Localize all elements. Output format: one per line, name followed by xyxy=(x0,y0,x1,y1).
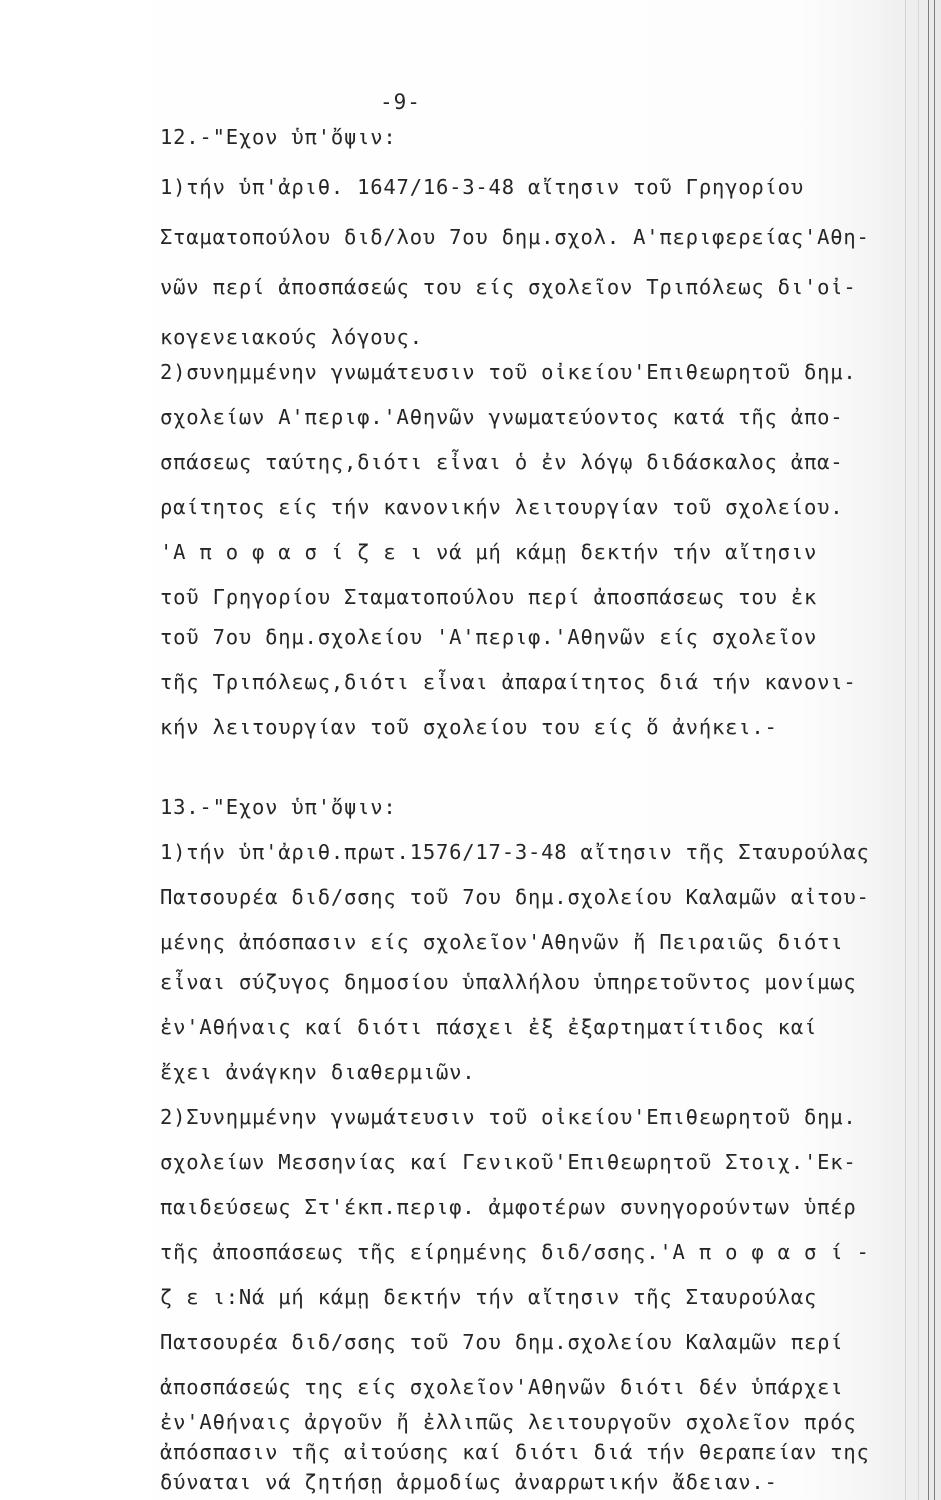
item-13-heading: 13.-"Εχον ὑπ'ὄψιν: xyxy=(160,795,397,819)
page-edge-shadow xyxy=(905,0,906,1500)
text-line: τοῦ 7ου δημ.σχολείου 'Α'περιφ.'Αθηνῶν είς σχολεῖον xyxy=(160,625,818,649)
page-number: -9- xyxy=(380,90,421,114)
decision-line: τῆς ἀποσπάσεως τῆς είρημένης διδ/σσης.'Α π ο φ α σ ί - xyxy=(160,1240,870,1264)
page-edge-line xyxy=(934,0,935,1500)
text-line: ἀποσπάσεώς της είς σχολεῖον'Αθηνῶν διότι δέν ὑπάρχει xyxy=(160,1375,844,1399)
page-edge-shadow xyxy=(918,0,919,1500)
text-line: 2)συνημμένην γνωμάτευσιν τοῦ οἰκείου'Επιθεωρητοῦ δημ. xyxy=(160,360,857,384)
text-line: 2)Συνημμένην γνωμάτευσιν τοῦ οἰκείου'Επιθεωρητοῦ δημ. xyxy=(160,1105,857,1129)
text-line: εἶναι σύζυγος δημοσίου ὑπαλλήλου ὑπηρετοῦντος μονίμως xyxy=(160,970,857,994)
text-line: κογενειακούς λόγους. xyxy=(160,325,423,349)
text-line: τοῦ Γρηγορίου Σταματοπούλου περί ἀποσπάσεως του ἐκ xyxy=(160,585,818,609)
item-12-heading: 12.-"Εχον ὑπ'ὄψιν: xyxy=(160,125,397,149)
text-line: τῆς Τριπόλεως,διότι εἶναι ἀπαραίτητος διά τήν κανονι- xyxy=(160,670,857,694)
decision-line: 'Α π ο φ α σ ί ζ ε ι νά μή κάμῃ δεκτήν τήν αἴτησιν xyxy=(160,540,818,564)
text-line: κήν λειτουργίαν τοῦ σχολείου του είς ὅ ἀνήκει.- xyxy=(160,715,778,739)
text-line: ἐν'Αθήναις καί διότι πάσχει ἐξ ἐξαρτηματίτιδος καί xyxy=(160,1015,818,1039)
text-line: ζ ε ι:Νά μή κάμῃ δεκτήν τήν αἴτησιν τῆς Σταυρούλας xyxy=(160,1285,818,1309)
text-line: Πατσουρέα διδ/σσης τοῦ 7ου δημ.σχολείου Καλαμῶν αἰτου- xyxy=(160,885,870,909)
text-line: παιδεύσεως Στ'έκπ.περιφ. ἀμφοτέρων συνηγορούντων ὑπέρ xyxy=(160,1195,857,1219)
text-line: 1)τήν ὑπ'ἀριθ.πρωτ.1576/17-3-48 αἴτησιν τῆς Σταυρούλας xyxy=(160,840,870,864)
text-line: σχολείων Μεσσηνίας καί Γενικοῦ'Επιθεωρητοῦ Στοιχ.'Εκ- xyxy=(160,1150,857,1174)
text-line: 1)τήν ὑπ'ἀριθ. 1647/16-3-48 αἴτησιν τοῦ Γρηγορίου xyxy=(160,175,804,199)
text-line: Σταματοπούλου διδ/λου 7ου δημ.σχολ. Α'περιφερείας'Αθη- xyxy=(160,225,870,249)
text-line: ἀπόσπασιν τῆς αἰτούσης καί διότι διά τήν θεραπείαν της xyxy=(160,1440,870,1464)
text-line: ἐν'Αθήναις ἀργοῦν ἤ ἐλλιπῶς λειτουργοῦν σχολεῖον πρός xyxy=(160,1410,857,1434)
text-line: σπάσεως ταύτης,διότι εἶναι ὁ ἐν λόγῳ διδάσκαλος ἀπα- xyxy=(160,450,844,474)
text-line: νῶν περί ἀποσπάσεώς του είς σχολεῖον Τριπόλεως δι'οἰ- xyxy=(160,275,857,299)
text-line: δύναται νά ζητήσῃ ἁρμοδίως ἀναρρωτικήν ἄδειαν.- xyxy=(160,1470,778,1494)
text-line: Πατσουρέα διδ/σσης τοῦ 7ου δημ.σχολείου Καλαμῶν περί xyxy=(160,1330,844,1354)
text-line: σχολείων Α'περιφ.'Αθηνῶν γνωματεύοντος κατά τῆς ἀπο- xyxy=(160,405,844,429)
text-line: μένης ἀπόσπασιν είς σχολεῖον'Αθηνῶν ἤ Πειραιῶς διότι xyxy=(160,930,844,954)
text-line: ραίτητος είς τήν κανονικήν λειτουργίαν τοῦ σχολείου. xyxy=(160,495,844,519)
page-edge-line xyxy=(928,0,929,1500)
text-line: ἔχει ἀνάγκην διαθερμιῶν. xyxy=(160,1060,476,1084)
